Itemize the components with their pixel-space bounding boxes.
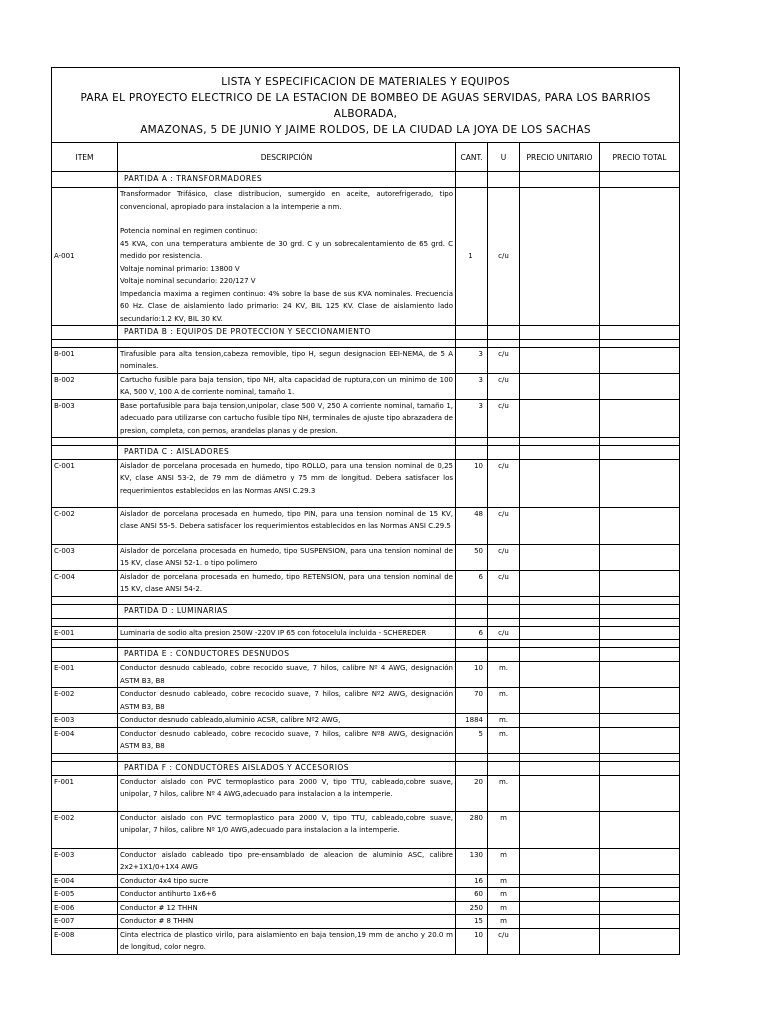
- item-code: E-005: [52, 888, 118, 902]
- item-unit: c/u: [488, 347, 520, 373]
- item-code: B-003: [52, 399, 118, 438]
- desc-line: Transformador Trifásico, clase distribucion, sumergido en aceite, autorefrigerado, tipo convencional, apropiado para instalacion a la intemperie a nm.: [120, 190, 453, 211]
- table-row: [52, 626, 680, 640]
- table-row: [52, 459, 680, 507]
- desc-line: Voltaje nominal primario: 13800 V: [120, 264, 240, 273]
- item-unit: c/u: [488, 928, 520, 954]
- materials-table: [51, 67, 680, 955]
- item-description: [118, 188, 456, 326]
- section-c-title: PARTIDA C : AISLADORES: [118, 446, 456, 460]
- table-row: [52, 727, 680, 753]
- item-code: E-004: [52, 727, 118, 753]
- item-unit: m.: [488, 662, 520, 688]
- table-row: [52, 874, 680, 888]
- section-row: [52, 604, 680, 618]
- item-description: Conductor # 8 THHN: [118, 915, 456, 929]
- item-unit: c/u: [488, 188, 520, 326]
- item-description: Aislador de porcelana procesada en humedo, tipo ROLLO, para una tension nominal de 0,25 KV, clase ANSI 53-2, de 79 mm de diámetro y 75 mm de longitud. Debera satisfacer los requerimientos establecidos en las Normas ANSI C.29.3: [118, 459, 456, 507]
- section-row: [52, 326, 680, 340]
- section-row: [52, 172, 680, 188]
- item-description: Cinta electrica de plastico virilo, para aislamiento en baja tension,19 mm de ancho y 20.0 m de longitud, color negro.: [118, 928, 456, 954]
- table-row: [52, 888, 680, 902]
- item-description: Conductor desnudo cableado, cobre recocido suave, 7 hilos, calibre Nº8 AWG, designación ASTM B3, B8: [118, 727, 456, 753]
- item-code: F-001: [52, 775, 118, 811]
- section-a-title: PARTIDA A : TRANSFORMADORES: [118, 172, 456, 188]
- item-description: Conductor desnudo cableado,aluminio ACSR, calibre Nº2 AWG,: [118, 714, 456, 728]
- item-unit: m: [488, 888, 520, 902]
- item-quantity: 16: [456, 874, 488, 888]
- item-quantity: 48: [456, 507, 488, 544]
- item-code: E-001: [52, 626, 118, 640]
- section-e-title: PARTIDA E : CONDUCTORES DESNUDOS: [118, 648, 456, 662]
- item-quantity: 10: [456, 459, 488, 507]
- item-quantity: 5: [456, 727, 488, 753]
- table-row: [52, 775, 680, 811]
- item-quantity: 280: [456, 811, 488, 848]
- item-unit: c/u: [488, 626, 520, 640]
- title-line-1: LISTA Y ESPECIFICACION DE MATERIALES Y EQUIPOS: [52, 68, 680, 91]
- item-quantity: 6: [456, 626, 488, 640]
- item-description: Luminaria de sodio alta presion 250W -220V IP 65 con fotocelula incluida - SCHEREDER: [118, 626, 456, 640]
- table-row: [52, 848, 680, 874]
- item-description: Conductor desnudo cableado, cobre recocido suave, 7 hilos, calibre Nº2 AWG, designación ASTM B3, B8: [118, 688, 456, 714]
- table-row: [52, 928, 680, 954]
- desc-line: Potencia nominal en regimen continuo:: [120, 227, 258, 235]
- item-unit: c/u: [488, 507, 520, 544]
- item-code: E-001: [52, 662, 118, 688]
- item-code: E-006: [52, 901, 118, 915]
- item-quantity: 60: [456, 888, 488, 902]
- section-f-title: PARTIDA F : CONDUCTORES AISLADOS Y ACCESORIOS: [118, 761, 456, 775]
- item-code: B-002: [52, 373, 118, 399]
- table-row: [52, 688, 680, 714]
- item-code: E-007: [52, 915, 118, 929]
- table-row: [52, 915, 680, 929]
- item-description: Aislador de porcelana procesada en humedo, tipo RETENSION, para una tension nominal de 15 KV, clase ANSI 54-2.: [118, 570, 456, 596]
- item-description: Cartucho fusible para baja tension, tipo NH, alta capacidad de ruptura,con un minimo de 100 KA, 500 V, 100 A de corriente nominal, tamaño 1.: [118, 373, 456, 399]
- item-description: Base portafusible para baja tension,unipolar, clase 500 V, 250 A corriente nominal, tamaño 1, adecuado para utilizarse con cartucho fusible tipo NH, terminales de ajuste tipo abrazadera de presion, completa, con pernos, arandelas planas y de presion.: [118, 399, 456, 438]
- section-row: [52, 761, 680, 775]
- table-row: [52, 544, 680, 570]
- table-row: [52, 188, 680, 326]
- item-unit: m.: [488, 775, 520, 811]
- header-item: ITEM: [52, 143, 118, 172]
- item-unit: m: [488, 848, 520, 874]
- item-quantity: 20: [456, 775, 488, 811]
- item-code: E-008: [52, 928, 118, 954]
- item-description: Aislador de porcelana procesada en humedo, tipo SUSPENSION, para una tension nominal de 15 KV, clase ANSI 52-1. o tipo polimero: [118, 544, 456, 570]
- item-quantity: 1: [456, 188, 488, 326]
- item-unit: m: [488, 811, 520, 848]
- item-description: Tirafusible para alta tension,cabeza removible, tipo H, segun designacion EEI-NEMA, de 5 A nominales.: [118, 347, 456, 373]
- desc-line: Impedancia maxima a regimen continuo: 4% sobre la base de sus KVA nominales. Frecuencia 60 Hz. Clase de aislamiento lado primario: 24 KV, BIL 125 KV. Clase de aislamiento lado secundario:1.2 KV, BIL 30 KV.: [120, 289, 453, 323]
- item-description: Conductor antihurto 1x6+6: [118, 888, 456, 902]
- item-description: Conductor 4x4 tipo sucre: [118, 874, 456, 888]
- item-code: E-002: [52, 811, 118, 848]
- item-unit: m: [488, 901, 520, 915]
- title-line-2: PARA EL PROYECTO ELECTRICO DE LA ESTACION DE BOMBEO DE AGUAS SERVIDAS, PARA LOS BARRIOS ALBORADA,: [52, 90, 680, 122]
- table-row: [52, 507, 680, 544]
- item-quantity: 1884: [456, 714, 488, 728]
- item-code: C-004: [52, 570, 118, 596]
- item-unit: m: [488, 874, 520, 888]
- item-description: Conductor # 12 THHN: [118, 901, 456, 915]
- item-quantity: 10: [456, 662, 488, 688]
- item-quantity: 130: [456, 848, 488, 874]
- item-code: E-003: [52, 714, 118, 728]
- item-unit: m: [488, 915, 520, 929]
- item-description: Conductor aislado con PVC termoplastico para 2000 V, tipo TTU, cableado,cobre suave, unipolar, 7 hilos, calibre Nº 1/0 AWG,adecuado para instalacion a la intemperie.: [118, 811, 456, 848]
- table-row: [52, 570, 680, 596]
- item-unit: c/u: [488, 544, 520, 570]
- item-code: C-002: [52, 507, 118, 544]
- desc-line: Voltaje nominal secundario: 220/127 V: [120, 277, 256, 285]
- item-unit: m.: [488, 727, 520, 753]
- item-code: E-002: [52, 688, 118, 714]
- header-precio-unitario: PRECIO UNITARIO: [520, 143, 600, 172]
- table-row: [52, 373, 680, 399]
- item-unit: m.: [488, 714, 520, 728]
- item-description: Conductor aislado cableado tipo pre-ensamblado de aleacion de aluminio ASC, calibre 2x2+1X1/0+1X4 AWG: [118, 848, 456, 874]
- item-code: A-001: [52, 188, 118, 326]
- table-row: [52, 811, 680, 848]
- table-row: [52, 347, 680, 373]
- item-code: C-003: [52, 544, 118, 570]
- item-quantity: 10: [456, 928, 488, 954]
- item-quantity: 250: [456, 901, 488, 915]
- item-unit: c/u: [488, 459, 520, 507]
- header-precio-total: PRECIO TOTAL: [600, 143, 680, 172]
- table-row: [52, 399, 680, 438]
- header-u: U: [488, 143, 520, 172]
- title-line-3: AMAZONAS, 5 DE JUNIO Y JAIME ROLDOS, DE LA CIUDAD LA JOYA DE LOS SACHAS: [52, 122, 680, 143]
- item-quantity: 3: [456, 399, 488, 438]
- item-unit: c/u: [488, 373, 520, 399]
- item-quantity: 50: [456, 544, 488, 570]
- item-quantity: 15: [456, 915, 488, 929]
- item-quantity: 6: [456, 570, 488, 596]
- table-row: [52, 714, 680, 728]
- item-unit: m.: [488, 688, 520, 714]
- table-row: [52, 901, 680, 915]
- item-unit: c/u: [488, 570, 520, 596]
- header-row: [52, 143, 680, 172]
- section-row: [52, 446, 680, 460]
- item-quantity: 3: [456, 347, 488, 373]
- item-unit: c/u: [488, 399, 520, 438]
- item-code: E-003: [52, 848, 118, 874]
- item-code: C-001: [52, 459, 118, 507]
- item-code: B-001: [52, 347, 118, 373]
- item-code: E-004: [52, 874, 118, 888]
- section-d-title: PARTIDA D : LUMINARIAS: [118, 604, 456, 618]
- item-description: Conductor desnudo cableado, cobre recocido suave, 7 hilos, calibre Nº 4 AWG, designación ASTM B3, B8: [118, 662, 456, 688]
- header-cant: CANT.: [456, 143, 488, 172]
- header-descripcion: DESCRIPCIÓN: [118, 143, 456, 172]
- item-description: Conductor aislado con PVC termoplastico para 2000 V, tipo TTU, cableado,cobre suave, unipolar, 7 hilos, calibre Nº 4 AWG,adecuado para instalacion a la intemperie.: [118, 775, 456, 811]
- table-row: [52, 662, 680, 688]
- desc-line: 45 KVA, con una temperatura ambiente de 30 grd. C y un sobrecalentamiento de 65 grd. C medido por resistencia.: [120, 239, 453, 260]
- item-description: Aislador de porcelana procesada en humedo, tipo PIN, para una tension nominal de 15 KV, clase ANSI 55-5. Debera satisfacer los requerimientos establecidos en las Normas ANSI C.29.5: [118, 507, 456, 544]
- item-quantity: 3: [456, 373, 488, 399]
- item-quantity: 70: [456, 688, 488, 714]
- section-row: [52, 648, 680, 662]
- section-b-title: PARTIDA B : EQUIPOS DE PROTECCION Y SECCIONAMIENTO: [118, 326, 456, 340]
